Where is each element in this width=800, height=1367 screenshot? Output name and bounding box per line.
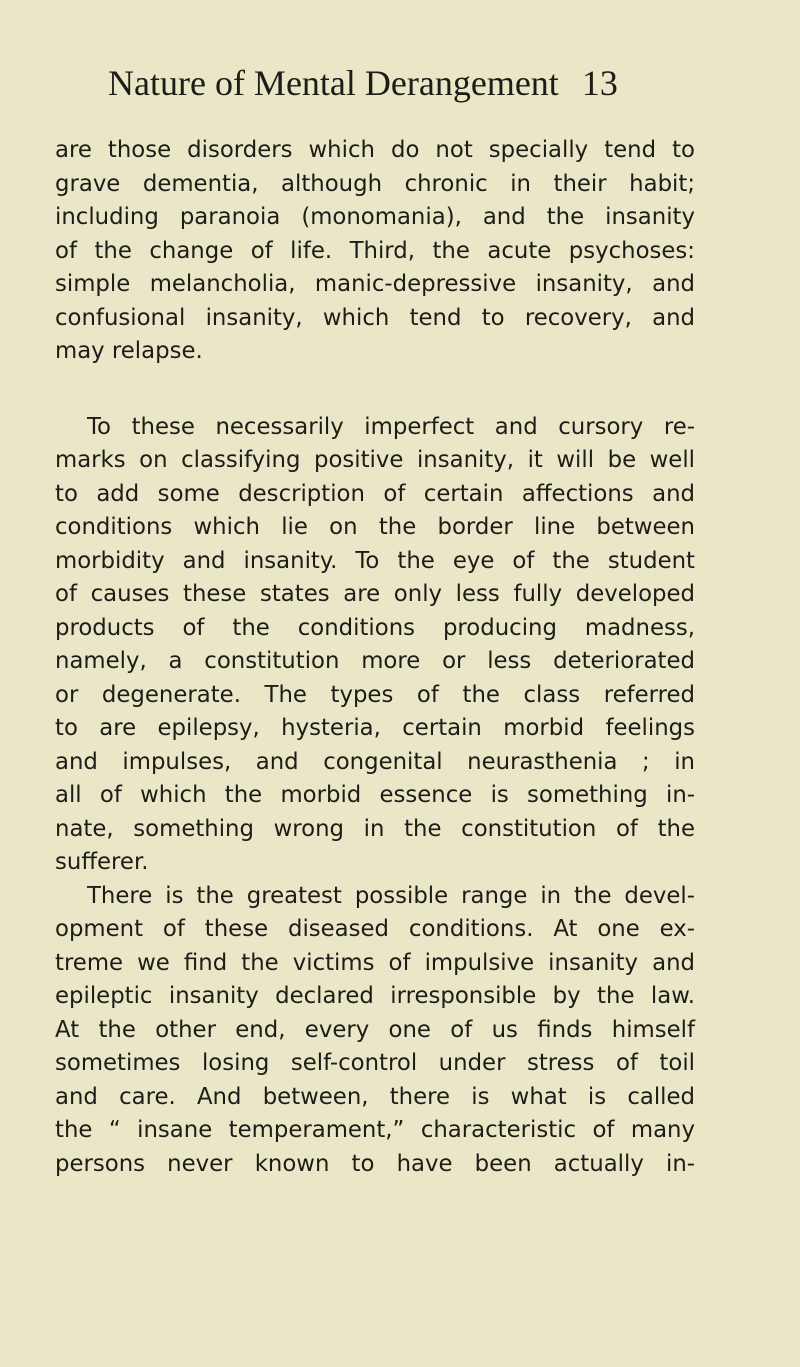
text-line: namely, a constitution more or less deteriorated (55, 648, 695, 674)
text-line: or degenerate. The types of the class referred (55, 681, 695, 708)
text-line: all of which the morbid essence is something in- (55, 782, 695, 808)
text-line: confusional insanity, which tend to recovery, and (55, 304, 695, 331)
chapter-title: Nature of Mental Derangement (108, 63, 559, 103)
text-line: sufferer. (55, 849, 149, 875)
text-line: including paranoia (monomania), and the insanity (55, 204, 695, 230)
paragraph-3 (55, 880, 695, 1182)
running-header (108, 60, 728, 106)
text-line: to add some description of certain affections and (55, 480, 695, 507)
paragraph-2 (55, 411, 695, 880)
body-text (55, 134, 695, 1181)
text-line: persons never known to have been actually in- (55, 1150, 695, 1177)
text-line: sometimes losing self-control under stress of toil (55, 1050, 695, 1076)
text-line: the “ insane temperament,” characteristic of many (55, 1117, 695, 1143)
text-line: To these necessarily imperfect and cursory re- (87, 413, 695, 440)
page-number: 13 (581, 63, 618, 103)
text-line: conditions which lie on the border line between (55, 514, 695, 540)
text-line: marks on classifying positive insanity, it will be well (55, 447, 695, 473)
text-line: nate, something wrong in the constitution of the (55, 815, 695, 842)
text-line: are those disorders which do not specially tend to (55, 137, 695, 163)
text-line: products of the conditions producing madness, (55, 614, 695, 641)
text-line: opment of these diseased conditions. At one ex- (55, 916, 695, 942)
text-line: At the other end, every one of us finds himself (55, 1016, 695, 1043)
text-line: treme we find the victims of impulsive insanity and (55, 949, 695, 976)
text-line: There is the greatest possible range in the devel- (87, 882, 695, 909)
paragraph-1 (55, 134, 695, 369)
paragraph-spacer (55, 369, 695, 411)
text-line: of causes these states are only less fully developed (55, 581, 695, 607)
text-line: to are epilepsy, hysteria, certain morbid feelings (55, 715, 695, 741)
text-line: simple melancholia, manic-depressive insanity, and (55, 271, 695, 297)
text-line: morbidity and insanity. To the eye of the student (55, 547, 695, 574)
text-line: grave dementia, although chronic in their habit; (55, 170, 695, 197)
text-line: of the change of life. Third, the acute psychoses: (55, 237, 695, 264)
text-line: epileptic insanity declared irresponsible by the law. (55, 983, 695, 1009)
text-line: and impulses, and congenital neurasthenia ; in (55, 748, 695, 775)
text-line: may relapse. (55, 338, 203, 364)
text-line: and care. And between, there is what is called (55, 1083, 695, 1110)
